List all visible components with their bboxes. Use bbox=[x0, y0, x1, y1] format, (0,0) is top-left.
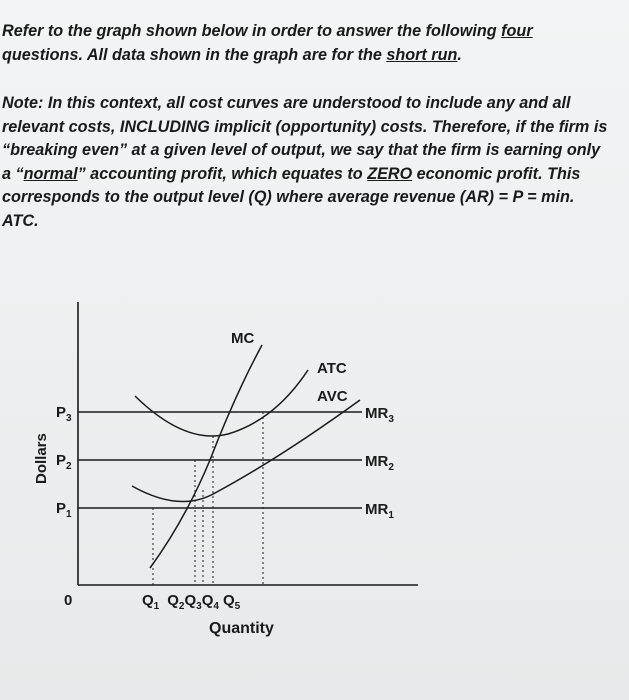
p3-label: $P_3$ bbox=[56, 404, 72, 424]
mc-label: MC bbox=[231, 330, 255, 347]
p1-label: $P_1$ bbox=[56, 500, 72, 520]
question-text bbox=[2, 20, 622, 233]
note-underline-zero: ZERO bbox=[367, 164, 413, 183]
mr2-label: $MR_2$ bbox=[365, 453, 394, 473]
mc-curve bbox=[150, 345, 262, 568]
instruction-underline-four: four bbox=[501, 22, 533, 40]
note-line-2: relevant costs, INCLUDING implicit (opportunity) costs. Therefore, if the firm is bbox=[2, 117, 608, 136]
note-line-4c: economic profit. This bbox=[412, 164, 581, 183]
atc-curve bbox=[135, 370, 308, 436]
mr3-label: $MR_3$ bbox=[365, 405, 394, 425]
q-labels: $Q_1$ $Q_2Q_3Q_4$ $Q_5$ bbox=[142, 592, 241, 612]
note-line-6: ATC. bbox=[2, 211, 39, 230]
note-line-3: “breaking even” at a given level of output, we say that the firm is earning only bbox=[2, 141, 601, 159]
note-underline-normal: normal bbox=[23, 164, 78, 183]
atc-label: ATC bbox=[317, 360, 347, 377]
note-line-4a: a “ bbox=[2, 164, 24, 183]
note-paragraph bbox=[2, 92, 622, 233]
instruction-text-c: . bbox=[457, 45, 462, 64]
graph-svg bbox=[0, 290, 629, 650]
avc-label: AVC bbox=[317, 388, 348, 405]
p2-label: $P_2$ bbox=[56, 452, 72, 472]
origin-label: 0 bbox=[64, 592, 73, 609]
note-line-4b: ” accounting profit, which equates to bbox=[77, 164, 368, 183]
instruction-paragraph bbox=[2, 20, 622, 67]
instruction-text-b: questions. All data shown in the graph are for the bbox=[2, 45, 387, 64]
cost-curves-graph bbox=[0, 290, 629, 650]
quantity-dashed-lines bbox=[153, 412, 263, 585]
instruction-underline-short-run: short run bbox=[386, 45, 458, 64]
instruction-text-a: Refer to the graph shown below in order to answer the following bbox=[2, 22, 502, 40]
note-line-1: Note: In this context, all cost curves are understood to include any and all bbox=[2, 94, 571, 112]
mr1-label: $MR_1$ bbox=[365, 501, 394, 521]
note-line-5: corresponds to the output level (Q) where average revenue (AR) = P = min. bbox=[2, 188, 575, 206]
avc-curve bbox=[132, 400, 360, 502]
y-axis-label: Dollars bbox=[33, 433, 50, 484]
x-axis-label: Quantity bbox=[209, 620, 274, 637]
